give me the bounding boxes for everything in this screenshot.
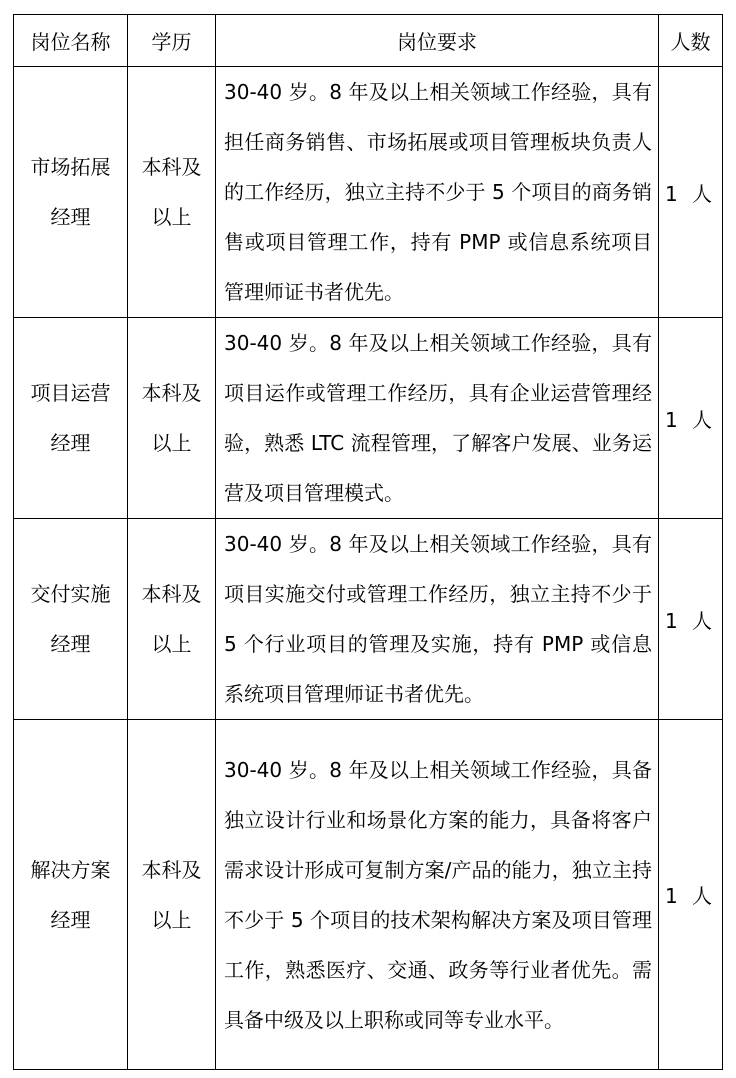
table-row: [14, 67, 723, 318]
education-cell: [128, 318, 216, 519]
position-name-cell: [14, 67, 128, 318]
position-name-cell: [14, 318, 128, 519]
table-row: [14, 519, 723, 720]
position-name: 市场拓展经理: [30, 155, 111, 229]
table-header-row: [14, 15, 723, 67]
education-level: 本科及以上: [141, 381, 202, 455]
position-name: 交付实施经理: [30, 582, 111, 656]
header-education: 学历: [128, 15, 216, 67]
headcount-cell: [659, 519, 723, 720]
header-headcount: 人数: [659, 15, 723, 67]
requirement-text: 30-40 岁。8 年及以上相关领域工作经验，具有项目运作或管理工作经历，具有企业运营管理经验，熟悉 LTC 流程管理，了解客户发展、业务运营及项目管理模式。: [224, 331, 652, 505]
requirement-text: 30-40 岁。8 年及以上相关领域工作经验，具有担任商务销售、市场拓展或项目管理板块负责人的工作经历，独立主持不少于 5 个项目的商务销售或项目管理工作，持有 PMP 或信息系统项目管理师证书者优先。: [224, 80, 652, 304]
education-cell: [128, 519, 216, 720]
position-name: 项目运营经理: [30, 381, 111, 455]
requirement-cell: [216, 720, 659, 1070]
header-position-name: 岗位名称: [14, 15, 128, 67]
position-name-cell: [14, 519, 128, 720]
headcount: 1 人: [664, 181, 717, 206]
headcount-cell: [659, 720, 723, 1070]
education-level: 本科及以上: [141, 857, 202, 932]
requirement-text: 30-40 岁。8 年及以上相关领域工作经验，具备独立设计行业和场景化方案的能力，具备将客户需求设计形成可复制方案/产品的能力，独立主持不少于 5 个项目的技术架构解决方案及项目管理工作，熟悉医疗、交通、政务等行业者优先。需具备中级及以上职称或同等专业水平。: [224, 757, 652, 1032]
headcount: 1 人: [664, 407, 717, 432]
headcount: 1 人: [664, 884, 717, 908]
education-level: 本科及以上: [141, 155, 202, 229]
headcount-cell: [659, 318, 723, 519]
requirement-text: 30-40 岁。8 年及以上相关领域工作经验，具有项目实施交付或管理工作经历，独立主持不少于 5 个行业项目的管理及实施，持有 PMP 或信息系统项目管理师证书者优先。: [224, 532, 652, 706]
requirement-cell: [216, 67, 659, 318]
headcount-cell: [659, 67, 723, 318]
table-row: [14, 318, 723, 519]
requirement-cell: [216, 318, 659, 519]
education-cell: [128, 67, 216, 318]
education-cell: [128, 720, 216, 1070]
header-requirement: 岗位要求: [216, 15, 659, 67]
position-name-cell: [14, 720, 128, 1070]
requirement-cell: [216, 519, 659, 720]
job-requirements-table: [13, 14, 723, 1070]
position-name: 解决方案经理: [30, 857, 111, 932]
headcount: 1 人: [664, 608, 717, 633]
table-row: [14, 720, 723, 1070]
education-level: 本科及以上: [141, 582, 202, 656]
